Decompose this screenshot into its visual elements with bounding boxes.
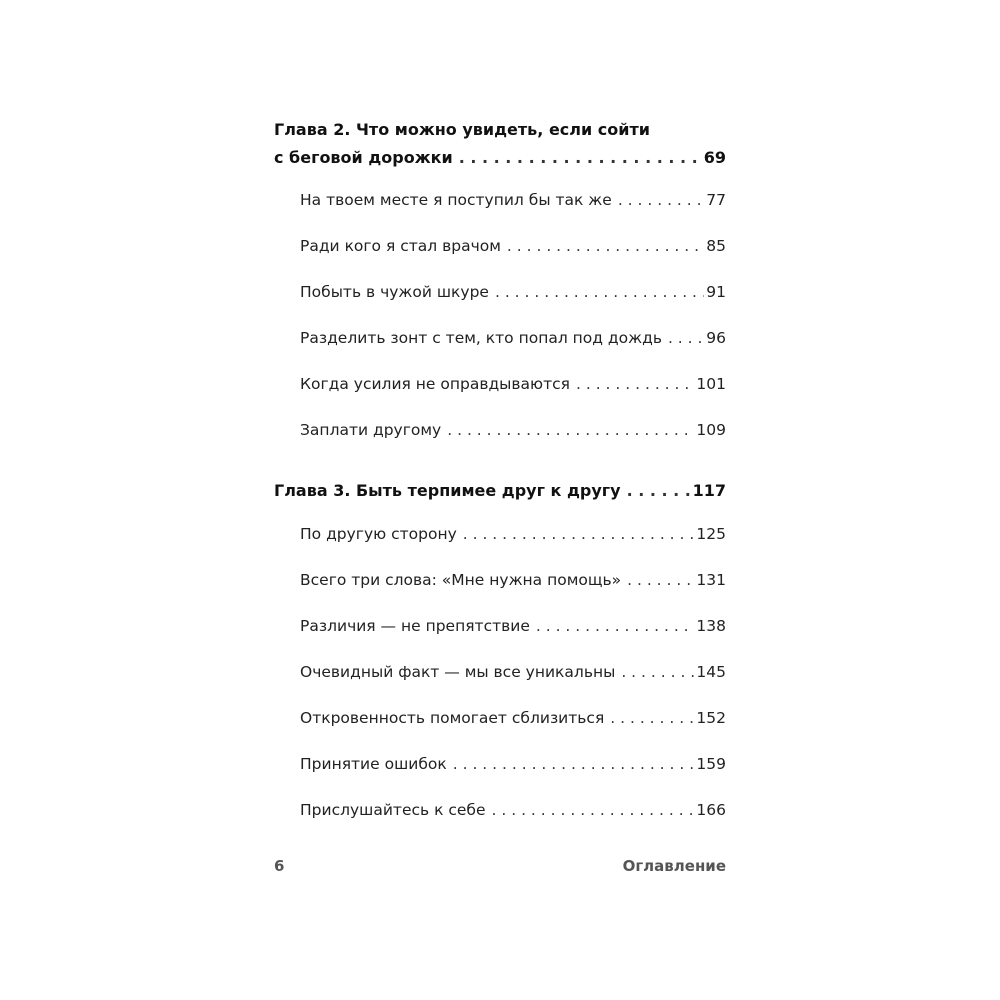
dot-leader: [447, 419, 694, 441]
entry-title: Различия — не препятствие: [300, 617, 530, 635]
entry-title: Побыть в чужой шкуре: [300, 283, 489, 301]
entry-page-number: 96: [706, 329, 726, 347]
dot-leader: [463, 523, 695, 545]
entry-page-number: 145: [696, 663, 726, 681]
toc-entry[interactable]: [300, 661, 726, 683]
entry-title: Ради кого я стал врачом: [300, 237, 501, 255]
running-title: Оглавление: [622, 857, 726, 875]
toc-entry[interactable]: [300, 189, 726, 211]
entry-page-number: 152: [696, 709, 726, 727]
entry-page-number: 159: [696, 755, 726, 773]
entry-page-number: 166: [696, 801, 726, 819]
entry-page-number: 77: [706, 191, 726, 209]
dot-leader: [627, 569, 694, 591]
entry-title: На твоем месте я поступил бы так же: [300, 191, 612, 209]
page-number: 6: [274, 857, 285, 875]
toc-entry[interactable]: [300, 569, 726, 591]
toc-entry[interactable]: [300, 615, 726, 637]
chapter-2-sections: [274, 189, 726, 441]
toc-chapter-3[interactable]: [274, 477, 726, 505]
toc-entry[interactable]: [300, 327, 726, 349]
dot-leader: [621, 661, 694, 683]
table-of-contents: [274, 116, 726, 821]
dot-leader: [668, 327, 704, 349]
dot-leader: [492, 799, 695, 821]
entry-title: Принятие ошибок: [300, 755, 447, 773]
entry-page-number: 109: [696, 421, 726, 439]
toc-chapter-2[interactable]: [274, 116, 726, 172]
toc-entry[interactable]: [300, 281, 726, 303]
dot-leader: [627, 477, 691, 505]
toc-entry[interactable]: [300, 523, 726, 545]
entry-title: Разделить зонт с тем, кто попал под дождь: [300, 329, 662, 347]
chapter-page-number: 69: [703, 148, 726, 167]
entry-title: Откровенность помогает сблизиться: [300, 709, 605, 727]
dot-leader: [507, 235, 704, 257]
dot-leader: [536, 615, 695, 637]
chapter-title-line2: с беговой дорожки: [274, 148, 453, 167]
toc-entry[interactable]: [300, 799, 726, 821]
toc-entry[interactable]: [300, 419, 726, 441]
entry-page-number: 91: [706, 283, 726, 301]
toc-entry[interactable]: [300, 235, 726, 257]
entry-title: Когда усилия не оправдываются: [300, 375, 570, 393]
entry-page-number: 125: [696, 525, 726, 543]
chapter-title: Глава 3. Быть терпимее друг к другу: [274, 481, 621, 500]
dot-leader: [459, 144, 702, 172]
entry-page-number: 131: [696, 571, 726, 589]
entry-title: Всего три слова: «Мне нужна помощь»: [300, 571, 622, 589]
chapter-3-sections: [274, 523, 726, 821]
entry-title: Прислушайтесь к себе: [300, 801, 486, 819]
entry-page-number: 85: [706, 237, 726, 255]
entry-title: По другую сторону: [300, 525, 457, 543]
entry-page-number: 101: [696, 375, 726, 393]
chapter-page-number: 117: [692, 481, 726, 500]
dot-leader: [495, 281, 704, 303]
toc-entry[interactable]: [300, 753, 726, 775]
toc-entry[interactable]: [300, 707, 726, 729]
chapter-title-line1: Глава 2. Что можно увидеть, если сойти: [274, 120, 650, 139]
entry-page-number: 138: [696, 617, 726, 635]
dot-leader: [610, 707, 694, 729]
dot-leader: [618, 189, 704, 211]
toc-entry[interactable]: [300, 373, 726, 395]
dot-leader: [453, 753, 695, 775]
entry-title: Очевидный факт — мы все уникальны: [300, 663, 616, 681]
entry-title: Заплати другому: [300, 421, 442, 439]
dot-leader: [576, 373, 694, 395]
